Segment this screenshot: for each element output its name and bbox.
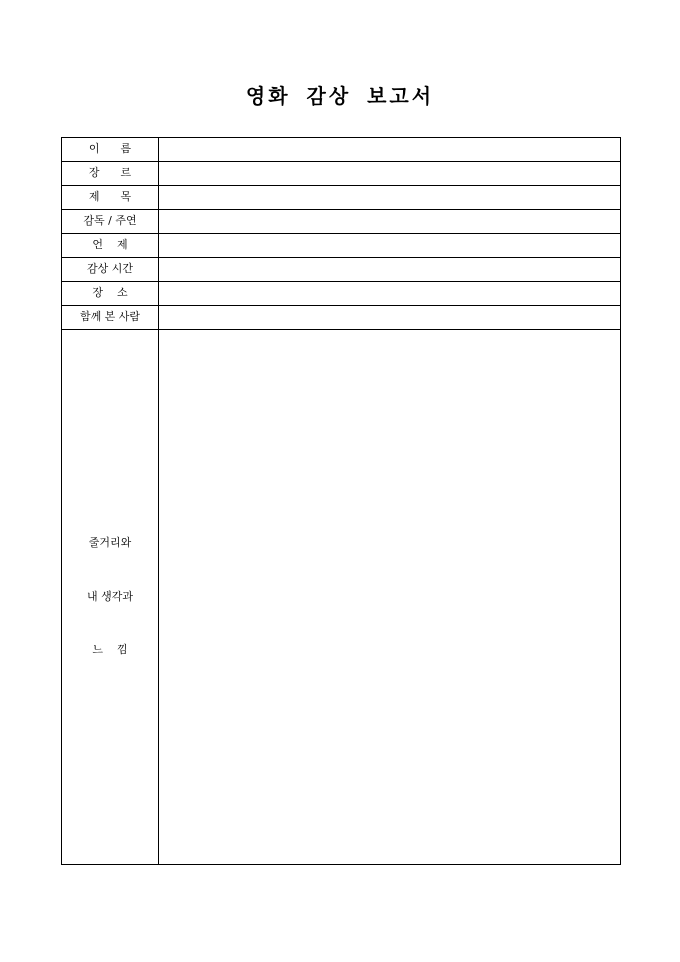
summary-label-line-2: 내 생각과: [86, 589, 133, 603]
form-row-when: [62, 234, 621, 258]
form-row-companions: [62, 306, 621, 330]
companions-field[interactable]: [159, 306, 621, 330]
form-row-name: [62, 138, 621, 162]
place-label: 장 소: [62, 282, 159, 306]
form-row-genre: [62, 162, 621, 186]
form-row-title: [62, 186, 621, 210]
movie-title-label: 제 목: [62, 186, 159, 210]
page-title: 영화 감상 보고서: [245, 84, 435, 108]
form-row-summary: [62, 330, 621, 865]
place-field[interactable]: [159, 282, 621, 306]
viewing-time-label: 감상 시간: [62, 258, 159, 282]
report-form-table: [61, 137, 621, 865]
genre-label: 장 르: [62, 162, 159, 186]
summary-field[interactable]: [159, 330, 621, 865]
movie-title-field[interactable]: [159, 186, 621, 210]
companions-label: 함께 본 사람: [62, 306, 159, 330]
genre-field[interactable]: [159, 162, 621, 186]
when-field[interactable]: [159, 234, 621, 258]
summary-label: [62, 330, 159, 865]
form-row-director-cast: [62, 210, 621, 234]
summary-label-line-1: 줄거리와: [88, 535, 132, 549]
summary-label-line-3: 느 낌: [92, 643, 128, 657]
name-field[interactable]: [159, 138, 621, 162]
name-label: 이 름: [62, 138, 159, 162]
director-cast-label: 감독 / 주연: [62, 210, 159, 234]
when-label: 언 제: [62, 234, 159, 258]
form-row-place: [62, 282, 621, 306]
viewing-time-field[interactable]: [159, 258, 621, 282]
director-cast-field[interactable]: [159, 210, 621, 234]
form-row-viewing-time: [62, 258, 621, 282]
